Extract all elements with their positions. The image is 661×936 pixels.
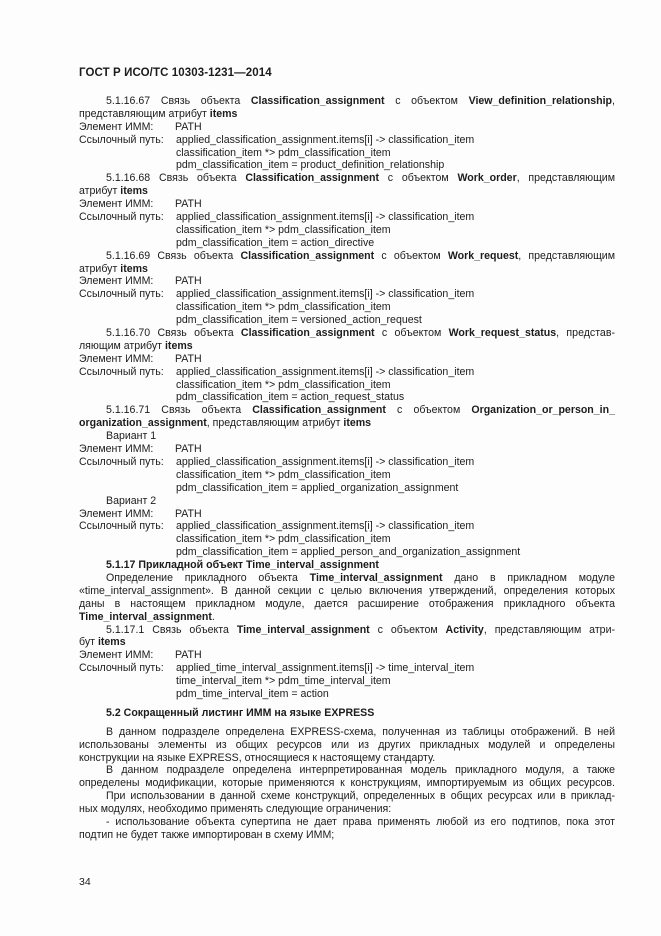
mim-element-row xyxy=(79,353,615,366)
paragraph-line xyxy=(79,572,615,585)
clause-5-1-16-69-heading xyxy=(79,250,615,263)
reference-path-label: Ссылочный путь: xyxy=(79,288,164,301)
mim-element-label: Элемент ИММ: xyxy=(79,507,154,520)
text: 5.1.16.71 Связь объекта xyxy=(106,404,253,417)
mim-element-row xyxy=(79,198,615,211)
document-body xyxy=(79,95,615,842)
list-item: - использование объекта супертипа не дает права применять любой из его подтипов, пока этот xyxy=(106,815,615,828)
entity-name: Activity xyxy=(445,623,484,636)
reference-path-row xyxy=(79,520,615,533)
reference-path-label: Ссылочный путь: xyxy=(79,133,164,146)
mim-element-value: PATH xyxy=(175,198,202,211)
mim-element-row xyxy=(79,443,615,456)
text: представляющим атрибут xyxy=(79,107,210,120)
clause-continuation xyxy=(79,636,615,649)
text: , представляющим xyxy=(516,172,615,185)
reference-path-label: Ссылочный путь: xyxy=(79,520,164,533)
reference-path-line: pdm_time_interval_item = action xyxy=(176,687,329,700)
section-5-1-17-heading: 5.1.17 Прикладной объект Time_interval_assignment xyxy=(106,559,379,572)
clause-5-1-16-71-heading xyxy=(79,404,615,417)
section-5-2-heading: 5.2 Сокращенный листинг ИММ на языке EXPRESS xyxy=(106,706,375,719)
reference-path-line: classification_item *> pdm_classification_item xyxy=(176,223,391,236)
mim-element-value: PATH xyxy=(175,352,202,365)
reference-path-label: Ссылочный путь: xyxy=(79,662,164,675)
reference-path-line: pdm_classification_item = applied_organization_assignment xyxy=(176,481,459,494)
paragraph-line: ных модулях, необходимо применять следующие ограничения: xyxy=(79,803,392,816)
mim-element-value: PATH xyxy=(175,443,202,456)
reference-path-value: applied_classification_assignment.items[i] -> classification_item xyxy=(176,211,475,224)
reference-path-label: Ссылочный путь: xyxy=(79,211,164,224)
entity-name: Classification_assignment xyxy=(250,95,385,107)
paragraph-line: использованы элементы из общих ресурсов или из других прикладных модулей и определены xyxy=(79,738,615,751)
clause-continuation xyxy=(79,108,615,121)
reference-path-line: time_interval_item *> pdm_time_interval_item xyxy=(176,675,391,688)
entity-name: organization_assignment xyxy=(79,417,207,430)
text: , представ- xyxy=(556,327,615,340)
mim-element-row xyxy=(79,508,615,521)
paragraph-line: В данном подразделе определена интерпретированная модель прикладного модуля, а также xyxy=(106,764,615,777)
text: бут xyxy=(79,636,98,649)
text: атрибут xyxy=(79,185,121,198)
clause-5-1-16-70-heading xyxy=(79,327,615,340)
paragraph-line: конструкции на языке EXPRESS, относящиеся к настоящему стандарту. xyxy=(79,751,436,764)
entity-name: Time_interval_assignment xyxy=(236,623,370,636)
clause-continuation xyxy=(79,417,615,430)
text: ляющим атрибут xyxy=(79,339,165,352)
entity-name: Work_request xyxy=(447,249,519,262)
reference-path-row xyxy=(79,662,615,675)
mim-element-row xyxy=(79,275,615,288)
mim-element-row xyxy=(79,649,615,662)
mim-element-label: Элемент ИММ: xyxy=(79,120,154,133)
reference-path-line: pdm_classification_item = product_definition_relationship xyxy=(176,159,445,172)
attribute-name: items xyxy=(120,262,148,275)
reference-path-line: pdm_classification_item = action_request_status xyxy=(176,391,405,404)
reference-path-row xyxy=(79,211,615,224)
paragraph-line: определены модификации, которые применяются к конструкциям, импортируемым из общих ресурсов. xyxy=(79,777,615,790)
reference-path-row xyxy=(79,366,615,379)
text: 5.1.17.1 Связь объекта xyxy=(106,623,237,636)
reference-path-line: classification_item *> pdm_classification_item xyxy=(176,146,391,159)
list-item-continuation: подтип не будет также импортирован в схему ИММ; xyxy=(79,828,335,841)
text: с объектом xyxy=(385,404,472,417)
text: 5.1.16.67 Связь объекта xyxy=(106,95,251,107)
mim-element-label: Элемент ИММ: xyxy=(79,198,154,211)
clause-5-1-16-67-heading xyxy=(79,95,615,108)
text: 5.1.16.68 Связь объекта xyxy=(106,172,246,185)
mim-element-value: PATH xyxy=(175,649,202,662)
reference-path-value: applied_classification_assignment.items[i] -> classification_item xyxy=(176,365,475,378)
mim-element-label: Элемент ИММ: xyxy=(79,352,154,365)
mim-element-value: PATH xyxy=(175,275,202,288)
mim-element-label: Элемент ИММ: xyxy=(79,649,154,662)
reference-path-value: applied_classification_assignment.items[i] -> classification_item xyxy=(176,133,475,146)
mim-element-row xyxy=(79,121,615,134)
reference-path-value: applied_classification_assignment.items[i] -> classification_item xyxy=(176,288,475,301)
document-header: ГОСТ Р ИСО/ТС 10303-1231—2014 xyxy=(79,67,272,79)
text: , представляющим атри- xyxy=(483,623,616,636)
entity-name: Work_request_status xyxy=(448,327,557,340)
text: , xyxy=(612,95,615,107)
variant-label: Вариант 1 xyxy=(106,430,157,443)
paragraph-line xyxy=(79,611,615,624)
text: дано в прикладном модуле xyxy=(442,571,615,584)
clause-continuation xyxy=(79,340,615,353)
entity-name: View_definition_relationship xyxy=(468,95,613,107)
clause-5-1-16-68-heading xyxy=(79,172,615,185)
reference-path-line: pdm_classification_item = applied_person_and_organization_assignment xyxy=(176,546,521,559)
reference-path-row xyxy=(79,456,615,469)
clause-continuation xyxy=(79,185,615,198)
text: 5.1.16.69 Связь объекта xyxy=(106,249,241,262)
mim-element-value: PATH xyxy=(175,507,202,520)
attribute-name: items xyxy=(209,107,238,120)
text: , представляющим xyxy=(518,249,615,262)
reference-path-label: Ссылочный путь: xyxy=(79,365,164,378)
clause-continuation xyxy=(79,263,615,276)
text: с объектом xyxy=(374,249,448,262)
text: с объектом xyxy=(369,623,446,636)
mim-element-value: PATH xyxy=(175,120,202,133)
reference-path-label: Ссылочный путь: xyxy=(79,455,164,468)
text: Определение прикладного объекта xyxy=(106,571,310,584)
text: 5.1.16.70 Связь объекта xyxy=(106,327,241,340)
page-number: 34 xyxy=(79,876,91,888)
entity-name: Classification_assignment xyxy=(252,404,386,417)
text: атрибут xyxy=(79,262,121,275)
text: с объектом xyxy=(384,95,469,107)
reference-path-value: applied_classification_assignment.items[i] -> classification_item xyxy=(176,455,475,468)
entity-name: Time_interval_assignment xyxy=(309,571,443,584)
mim-element-label: Элемент ИММ: xyxy=(79,275,154,288)
entity-name: Work_order xyxy=(457,172,517,185)
attribute-name: items xyxy=(343,417,372,430)
reference-path-line: pdm_classification_item = versioned_action_request xyxy=(176,314,422,327)
entity-name: Classification_assignment xyxy=(240,249,375,262)
reference-path-line: pdm_classification_item = action_directive xyxy=(176,236,375,249)
clause-5-1-17-1-heading xyxy=(79,624,615,637)
paragraph-line: «time_interval_assignment». В данной секции с целью включения утверждений, определения которых xyxy=(79,584,615,597)
entity-name: Time_interval_assignment xyxy=(79,610,212,623)
text: , представляющим атрибут xyxy=(206,417,344,430)
reference-path-row xyxy=(79,288,615,301)
text: с объектом xyxy=(378,172,458,185)
reference-path-value: applied_time_interval_assignment.items[i] -> time_interval_item xyxy=(176,662,475,675)
reference-path-line: classification_item *> pdm_classification_item xyxy=(176,378,391,391)
mim-element-label: Элемент ИММ: xyxy=(79,443,154,456)
entity-name: Classification_assignment xyxy=(240,327,375,340)
entity-name: Classification_assignment xyxy=(245,172,379,185)
reference-path-line: classification_item *> pdm_classification_item xyxy=(176,468,391,481)
reference-path-line: classification_item *> pdm_classification_item xyxy=(176,533,391,546)
paragraph-line: При использовании в данной схеме конструкций, определенных в общих ресурсах или в приклад- xyxy=(106,790,615,803)
attribute-name: items xyxy=(120,185,148,198)
reference-path-line: classification_item *> pdm_classification_item xyxy=(176,301,391,314)
attribute-name: items xyxy=(97,636,126,649)
paragraph-line: В данном подразделе определена EXPRESS-схема, полученная из таблицы отображений. В ней xyxy=(106,725,615,738)
text: . xyxy=(211,610,215,623)
paragraph-line: даны в настоящем прикладном модуле, дается расширение отображения прикладного объекта xyxy=(79,597,615,610)
attribute-name: items xyxy=(164,339,193,352)
reference-path-value: applied_classification_assignment.items[i] -> classification_item xyxy=(176,520,475,533)
variant-label: Вариант 2 xyxy=(106,494,157,507)
reference-path-row xyxy=(79,134,615,147)
entity-name: Organization_or_person_in_ xyxy=(471,404,615,417)
text: с объектом xyxy=(374,327,449,340)
